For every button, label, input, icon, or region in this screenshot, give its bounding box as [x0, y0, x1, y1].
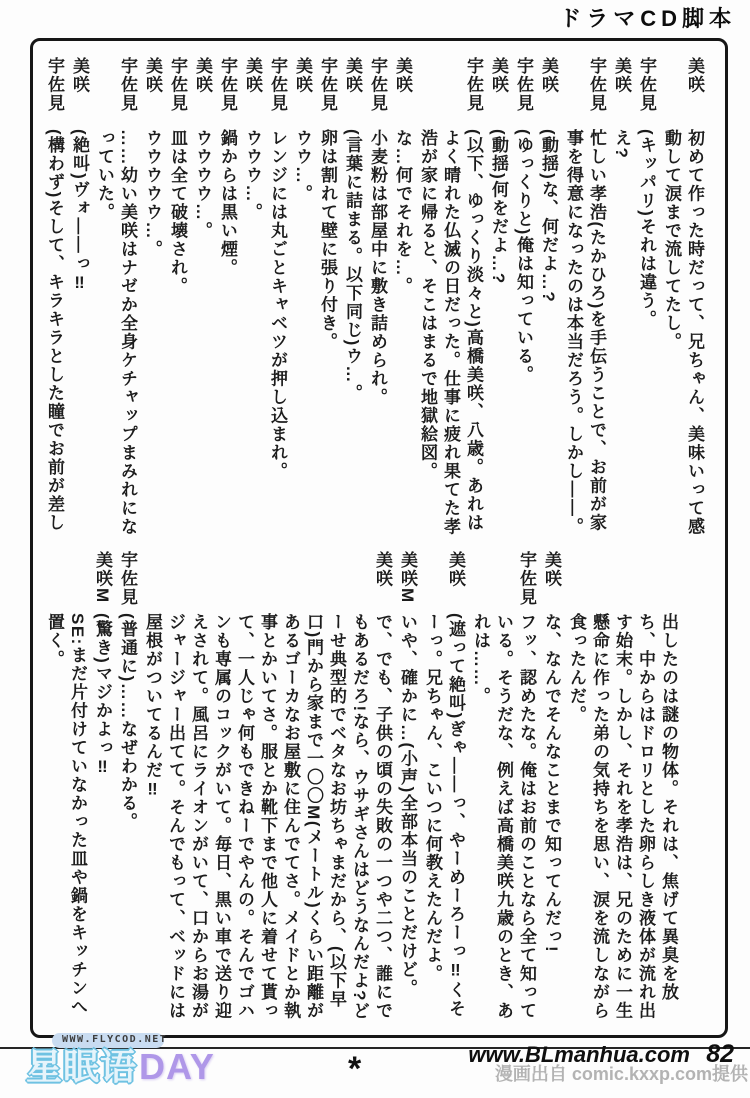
- watermark-url: WWW.FLYCOD.NET: [62, 1034, 168, 1045]
- speaker-name: 美咲: [393, 57, 412, 94]
- dialogue-text: ウウウウウ…。: [143, 129, 162, 259]
- dialogue-text: (動揺)何をだよ…?: [489, 129, 508, 285]
- speaker-name: 宇佐見: [464, 57, 483, 113]
- speaker-name: 美咲: [70, 57, 89, 94]
- dialogue-text: (ゆっくりと)俺は知っている。: [514, 129, 533, 384]
- flycod-logo-latin: DAY: [139, 1046, 215, 1087]
- speaker-name: 美咲: [489, 57, 508, 94]
- dialogue-text: (構わず)そして、キラキラとした瞳でお前が差し: [45, 129, 64, 532]
- speaker-name: 美咲: [612, 57, 631, 94]
- script-band-bottom: [41, 551, 680, 1031]
- script-entry: [537, 57, 560, 539]
- script-entry: [68, 57, 91, 539]
- flycod-logo-cjk: 星眠语: [26, 1046, 138, 1087]
- script-entry: [141, 57, 164, 539]
- page-number: 82: [706, 1040, 734, 1068]
- speaker-name: 宇佐見: [118, 57, 137, 113]
- script-entry: [512, 57, 535, 539]
- speaker-name: 美咲: [243, 57, 262, 94]
- dialogue-text: 出したのは謎の物体。それは、焦げて異臭を放ち、中からはドロリとした卵らしき液体が流れ出す始末。しかし、それを孝浩は、兄のために一生懸命に作った弟の気持ちを思い、涙を流しながら食ったんだ。: [567, 613, 678, 1020]
- script-entry: [93, 57, 139, 539]
- dialogue-text: (言葉に詰まる。以下同じ)ウ…。: [343, 129, 362, 403]
- script-entry: [565, 551, 680, 1031]
- speaker-name: 宇佐見: [318, 57, 337, 113]
- dialogue-text: な…何でそれを…。: [393, 129, 412, 296]
- speaker-name: 宇佐見: [268, 57, 287, 113]
- speaker-name: 宇佐見: [514, 57, 533, 113]
- speaker-name: 宇佐見: [368, 57, 387, 113]
- script-entry: [366, 57, 389, 539]
- dialogue-text: (遮って絶叫)ぎゃ――っ、やーめーろーっ‼くそーっ。兄ちゃん、こいつに何教えたんだよ。: [423, 613, 465, 1018]
- dialogue-text: ……幼い美咲はナゼか全身ケチャップまみれになっていた。: [95, 129, 137, 536]
- dialogue-text: (絶叫)ヴォ――っ‼: [70, 129, 89, 294]
- scanlation-credit: 漫画出自 comic.kxxp.com提供: [494, 1064, 748, 1084]
- speaker-name: 美咲M: [93, 551, 112, 604]
- page-header-title: ドラマCD脚本: [559, 6, 736, 31]
- script-entry: [540, 551, 563, 1031]
- dialogue-text: 鍋からは黒い煙。: [218, 129, 237, 277]
- script-band-top: [41, 57, 706, 539]
- speaker-name: 宇佐見: [637, 57, 656, 113]
- script-entry: [341, 57, 364, 539]
- dialogue-text: (驚き)マジかよっ‼: [93, 613, 112, 778]
- speaker-name: 宇佐見: [587, 57, 606, 113]
- speaker-name: 美咲: [193, 57, 212, 94]
- dialogue-text: いや、確かに…(小声)全部本当のことだけど。: [398, 613, 417, 998]
- dialogue-text: な、なんでそんなことまで知ってんだっ!: [542, 613, 561, 954]
- speaker-name: 美咲: [446, 551, 465, 588]
- dialogue-text: 忙しい孝浩(たかひろ)を手伝うことで、お前が家事を得意になったのは本当だろう。しかし――。: [564, 129, 606, 536]
- script-entry: [421, 551, 467, 1031]
- script-entry: [216, 57, 239, 539]
- speaker-name: 宇佐見: [218, 57, 237, 113]
- script-entry: [291, 57, 314, 539]
- dialogue-text: (動揺)な、何だよ…?: [539, 129, 558, 304]
- dialogue-text: ウウ…。: [293, 129, 312, 203]
- speaker-name: 美咲: [542, 551, 561, 588]
- script-entry: [635, 57, 658, 539]
- speaker-name: 美咲: [343, 57, 362, 94]
- dialogue-text: え?: [612, 129, 631, 160]
- script-entry: [91, 551, 114, 1031]
- script-entry: [116, 551, 139, 1031]
- script-entry: [266, 57, 289, 539]
- dialogue-text: (キッパリ)それは違う。: [637, 129, 656, 329]
- script-entry: [241, 57, 264, 539]
- speaker-name: 宇佐見: [168, 57, 187, 113]
- dialogue-text: で、でも、子供の頃の失敗の一つや二つ、誰にでもあるだろ!なら、ウサギさんはどうなんだよ?どーせ典型的でベタなお坊ちゃまだから、(以下早口)門から家まで一〇〇M(メートル)くらい距離があるゴーカなお屋敷に住んでてさ。メイドとか執事とかいてさ。服とか靴下まで他人に着せて貰って、一人じゃ何もできねーでやんの。そんでゴハンも専属のコックがいて。毎日、黒い車で送り迎えされて。風呂にライオンがいて、口からお湯がジャージャー出てて。そんでもって、ベッドには屋根がついてるんだ‼: [143, 613, 392, 1021]
- script-entry: [469, 551, 538, 1031]
- script-entry: [610, 57, 633, 539]
- script-entry: [391, 57, 414, 539]
- speaker-name: 宇佐見: [118, 551, 137, 607]
- dialogue-text: 卵は割れて壁に張り付き。: [318, 129, 337, 351]
- script-entry: [396, 551, 419, 1031]
- dialogue-text: (普通に)……なぜわかる。: [118, 613, 137, 831]
- script-entry: [43, 57, 66, 539]
- script-entry: [43, 551, 89, 1031]
- dialogue-text: ウウウウ…。: [193, 129, 212, 240]
- dialogue-text: 初めて作った時だって、兄ちゃん、美味いって感動して涙まで流してたし。: [662, 129, 704, 536]
- script-box: [30, 38, 728, 1038]
- dialogue-text: SE:まだ片付けていなかった皿や鍋をキッチンへ置く。: [45, 613, 87, 1016]
- speaker-name: 美咲: [539, 57, 558, 94]
- speaker-name: 美咲: [373, 551, 392, 588]
- script-entry: [141, 551, 394, 1031]
- dialogue-text: フッ、認めたな。俺はお前のことなら全て知っている。そうだな、例えば高橋美咲九歳のとき、あれは……。: [471, 613, 536, 1020]
- script-entry: [562, 57, 608, 539]
- footer-ornament-asterisk: *: [348, 1050, 362, 1088]
- script-entry: [316, 57, 339, 539]
- speaker-name: 宇佐見: [517, 551, 536, 607]
- dialogue-text: レンジには丸ごとキャベツが押し込まれ。: [268, 129, 287, 481]
- speaker-name: 美咲M: [398, 551, 417, 604]
- script-entry: [166, 57, 189, 539]
- speaker-name: 美咲: [143, 57, 162, 94]
- script-entry: [416, 57, 485, 539]
- dialogue-text: (以下、ゆっくり淡々と)高橋美咲、八歳。あれはよく晴れた仏滅の日だった。仕事に疲れ果てた孝浩が家に帰ると、そこはまるで地獄絵図。: [418, 129, 483, 536]
- script-entry: [191, 57, 214, 539]
- speaker-name: 宇佐見: [45, 57, 64, 113]
- speaker-name: 美咲: [685, 57, 704, 94]
- flycod-logo: [26, 1048, 215, 1086]
- script-entry: [660, 57, 706, 539]
- script-entry: [487, 57, 510, 539]
- dialogue-text: ウウウ…。: [243, 129, 262, 222]
- dialogue-text: 小麦粉は部屋中に敷き詰められ。: [368, 129, 387, 407]
- dialogue-text: 皿は全て破壊され。: [168, 129, 187, 296]
- speaker-name: 美咲: [293, 57, 312, 94]
- site-url: www.BLmanhua.com: [468, 1042, 690, 1067]
